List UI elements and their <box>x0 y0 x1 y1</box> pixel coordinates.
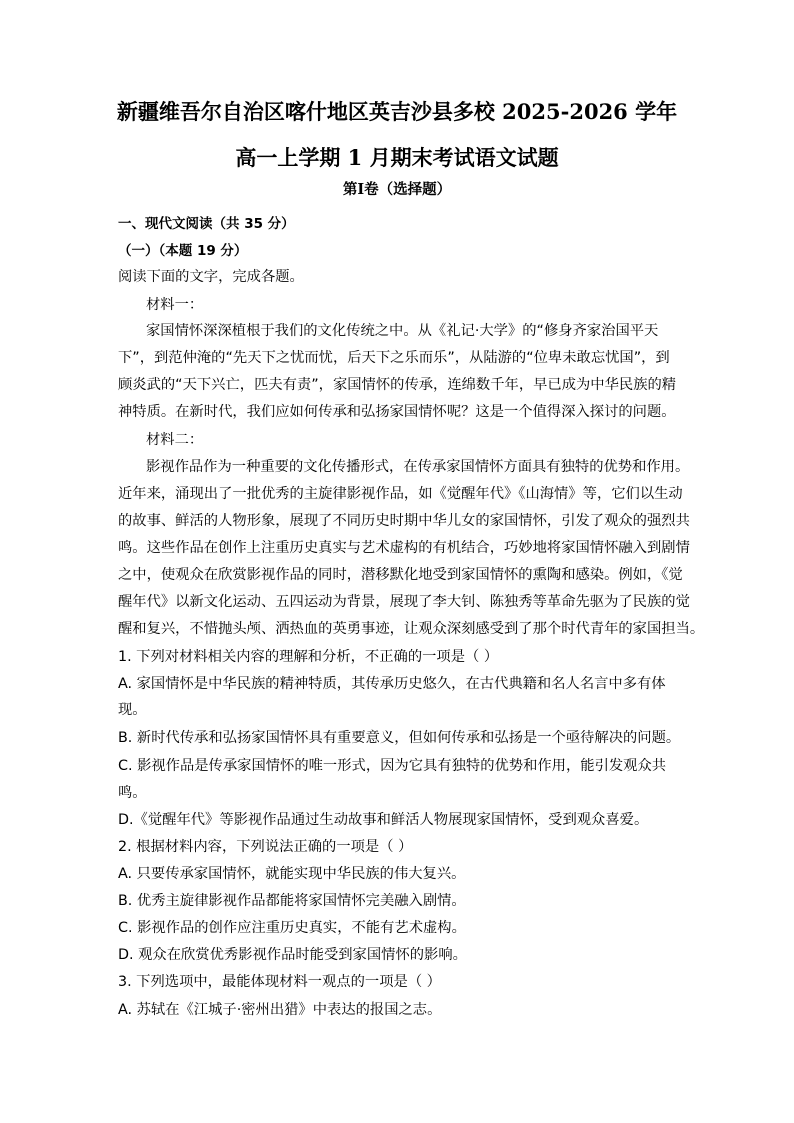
question2-option-d: D. 观众在欣赏优秀影视作品时能受到家国情怀的影响。 <box>118 947 467 963</box>
question2-option-c: C. 影视作品的创作应注重历史真实，不能有艺术虚构。 <box>118 920 466 936</box>
question2-option-a: A. 只要传承家国情怀，就能实现中华民族的伟大复兴。 <box>118 866 466 882</box>
material1-line: 下”，到范仲淹的“先天下之忧而忧，后天下之乐而乐”，从陆游的“位卑未敢忘忧国”，到 <box>118 350 670 366</box>
material1-line: 家国情怀深深植根于我们的文化传统之中。从《礼记·大学》的“修身齐家治国平天 <box>146 323 659 339</box>
question3-stem: 3. 下列选项中，最能体现材料一观点的一项是（ ） <box>118 974 441 990</box>
exam-title-line2: 高一上学期 1 月期末考试语文试题 <box>235 145 559 170</box>
question1-option-d: D.《觉醒年代》等影视作品通过生动故事和鲜活人物展现家国情怀，受到观众喜爱。 <box>118 812 649 828</box>
material1-label: 材料一： <box>146 297 204 313</box>
material2-label: 材料二： <box>146 432 204 448</box>
material2-line: 鸣。这些作品在创作上注重历史真实与艺术虚构的有机结合，巧妙地将家国情怀融入到剧情 <box>118 540 690 556</box>
sub-heading: （一）（本题 19 分） <box>118 243 248 259</box>
instruction-text: 阅读下面的文字，完成各题。 <box>118 269 304 285</box>
question1-option-c-cont: 鸣。 <box>118 785 147 801</box>
material2-line: 近年来，涌现出了一批优秀的主旋律影视作品，如《觉醒年代》《山海情》等，它们以生动 <box>118 486 683 502</box>
material1-line: 神特质。在新时代，我们应如何传承和弘扬家国情怀呢？这是一个值得深入探讨的问题。 <box>118 404 676 420</box>
question1-option-a-cont: 现。 <box>118 702 147 718</box>
question2-option-b: B. 优秀主旋律影视作品都能将家国情怀完美融入剧情。 <box>118 893 466 909</box>
question2-stem: 2. 根据材料内容，下列说法正确的一项是（ ） <box>118 839 413 855</box>
material1-line: 顾炎武的“天下兴亡，匹夫有责”，家国情怀的传承，连绵数千年，早已成为中华民族的精 <box>118 377 677 393</box>
section-title: 第Ⅰ卷（选择题） <box>342 181 452 198</box>
material2-line: 醒年代》以新文化运动、五四运动为背景，展现了李大钊、陈独秀等革命先驱为了民族的觉 <box>118 594 690 610</box>
material2-line: 影视作品作为一种重要的文化传播形式，在传承家国情怀方面具有独特的优势和作用。 <box>146 459 690 475</box>
question1-option-c: C. 影视作品是传承家国情怀的唯一形式，因为它具有独特的优势和作用，能引发观众共 <box>118 758 667 774</box>
question3-option-a: A. 苏轼在《江城子·密州出猎》中表达的报国之志。 <box>118 1002 442 1018</box>
exam-title-line1: 新疆维吾尔自治区喀什地区英吉沙县多校 2025-2026 学年 <box>116 99 678 124</box>
part-heading: 一、现代文阅读（共 35 分） <box>118 216 295 232</box>
question1-stem: 1. 下列对材料相关内容的理解和分析，不正确的一项是（ ） <box>118 649 499 665</box>
question1-option-b: B. 新时代传承和弘扬家国情怀具有重要意义，但如何传承和弘扬是一个亟待解决的问题。 <box>118 730 681 746</box>
question1-option-a: A. 家国情怀是中华民族的精神特质，其传承历史悠久，在古代典籍和名人名言中多有体 <box>118 676 666 692</box>
material2-line: 的故事、鲜活的人物形象，展现了不同历史时期中华儿女的家国情怀，引发了观众的强烈共 <box>118 513 690 529</box>
material2-line: 之中，使观众在欣赏影视作品的同时，潜移默化地受到家国情怀的熏陶和感染。例如，《觉 <box>118 567 683 583</box>
material2-line: 醒和复兴，不惜抛头颅、洒热血的英勇事迹，让观众深刻感受到了那个时代青年的家国担当。 <box>118 621 705 637</box>
